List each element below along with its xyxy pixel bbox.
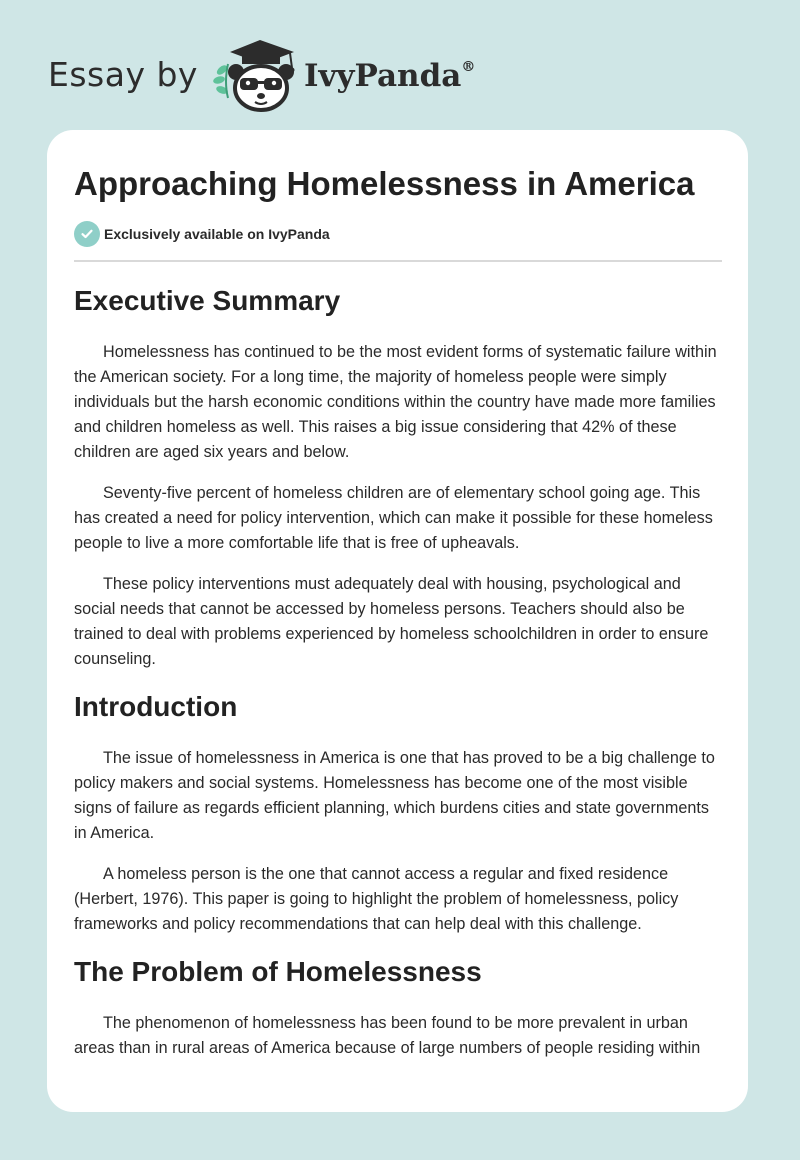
- exclusive-badge-label: Exclusively available on IvyPanda: [104, 226, 330, 242]
- check-circle-icon: [74, 221, 100, 247]
- paragraph: The phenomenon of homelessness has been found to be more prevalent in urban areas than in rural areas of America because of large numbers of people residing within: [74, 1014, 701, 1057]
- registered-mark: ®: [461, 58, 476, 75]
- page-title: Approaching Homelessness in America: [74, 165, 695, 202]
- exclusive-badge: [74, 221, 722, 247]
- essay-by-label: Essay by: [48, 54, 198, 94]
- paragraph: Seventy-five percent of homeless children are of elementary school going age. This has created a need for policy intervention, which can make it possible for these homeless people to live a more comfortable life that is free of upheavals.: [74, 484, 713, 552]
- paragraph: Homelessness has continued to be the most evident forms of systematic failure within the American society. For a long time, the majority of homeless people were simply individuals but the harsh economic conditions within the country have made more families and children homeless as well. This raises a big issue considering that 42% of these children are aged six years and below.: [74, 343, 717, 461]
- section-heading-problem-of-homelessness: The Problem of Homelessness: [74, 956, 482, 987]
- paragraph: These policy interventions must adequately deal with housing, psychological and social needs that cannot be accessed by homeless persons. Teachers should also be trained to deal with problems experienced by homeless schoolchildren in order to ensure counseling.: [74, 575, 709, 668]
- paragraph: The issue of homelessness in America is one that has proved to be a big challenge to policy makers and social systems. Homelessness has become one of the most visible signs of failure as regards efficient planning, which burdens cities and state governments in America.: [74, 749, 715, 842]
- essay-card: [47, 130, 748, 1112]
- section-heading-introduction: Introduction: [74, 691, 238, 722]
- section-heading-executive-summary: Executive Summary: [74, 285, 341, 316]
- paragraph: A homeless person is the one that cannot access a regular and fixed residence (Herbert, 1976). This paper is going to highlight the problem of homelessness, policy frameworks and policy recommendations that can help deal with this challenge.: [74, 865, 679, 933]
- title-divider: [74, 260, 722, 262]
- panda-graduate-logo-icon[interactable]: [212, 34, 300, 114]
- site-header: [48, 34, 475, 114]
- brand-name[interactable]: IvyPanda®: [303, 58, 476, 94]
